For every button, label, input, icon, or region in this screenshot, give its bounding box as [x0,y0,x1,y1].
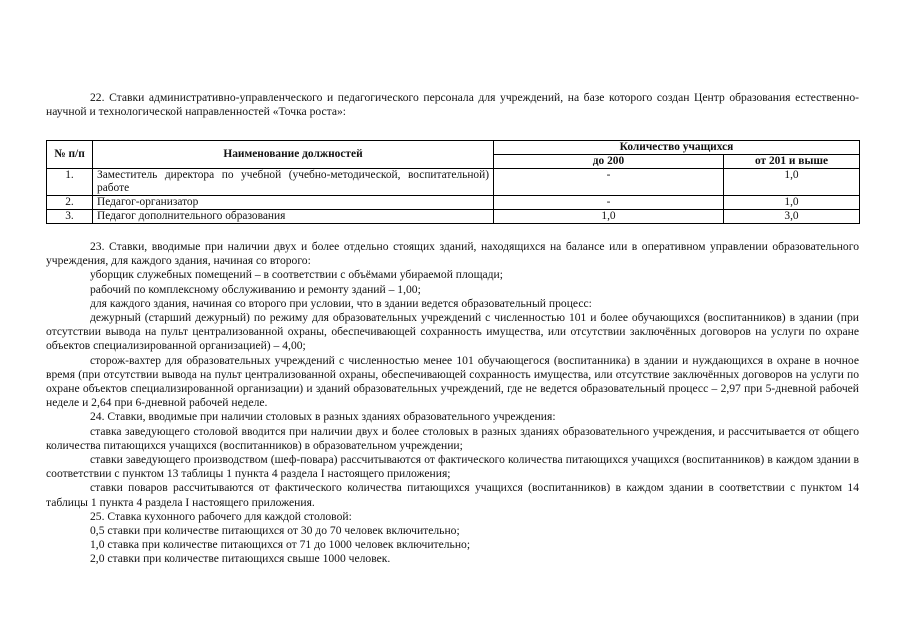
paragraph: ставки заведующего производством (шеф-повара) рассчитываются от фактического количества питающихся учащихся (воспитанников) в каждом здании в соответствии с пунктом 13 таблицы 1 пункта 4 раздела I настоящего приложения; [46,453,859,481]
table-row [47,196,860,210]
paragraph: сторож-вахтер для образовательных учреждений с численностью менее 101 обучающегося (воспитанника) в здании и нуждающихся в охране в ночное время (при отсутствии вывода на пульт централизованной охраны, обеспечивающей сохранность имущества, или отсутствие заключённых договоров на услуги по охране объектов специализированной организации) и зданий образовательных учреждений, где не ведется образовательный процесс – 2,97 при 5-дневной рабочей неделе и 2,64 при 6-дневной рабочей неделе. [46,353,859,410]
header-num: № п/п [47,141,93,169]
row-value-201-plus: 1,0 [724,169,860,196]
row-num: 3. [47,210,93,224]
header-col-201-plus: от 201 и выше [724,155,860,169]
table-row [47,210,860,224]
paragraph: дежурный (старший дежурный) по режиму для образовательных учреждений с численностью 101 и более обучающихся (воспитанников) в здании (при отсутствии вывода на пульт централизованной охраны, обеспечивающей сохранность имущества, или отсутствии заключённых договоров на услуги по охране объектов специализированной организацией) – 4,00; [46,311,859,353]
paragraph: 25. Ставка кухонного рабочего для каждой столовой: [90,509,352,523]
row-position: Педагог дополнительного образования [93,210,494,224]
section-22-intro: 22. Ставки административно-управленческого и педагогического персонала для учреждений, на базе которого создан Центр образования естественно-научной и технологической направленностей «Точка роста»: [46,91,859,119]
document-body [46,240,859,567]
paragraph: 1,0 ставка при количестве питающихся от 71 до 1000 человек включительно; [90,538,471,552]
row-value-upto-200: 1,0 [494,210,724,224]
paragraph: 24. Ставки, вводимые при наличии столовых в разных зданиях образовательного учреждения: [90,410,556,424]
row-value-upto-200: - [494,169,724,196]
header-col-upto-200: до 200 [494,155,724,169]
row-position: Педагог-организатор [93,196,494,210]
paragraph: 2,0 ставки при количестве питающихся свыше 1000 человек. [90,552,391,566]
paragraph: ставка заведующего столовой вводится при наличии двух и более столовых в разных зданиях образовательного учреждения, и рассчитывается от общего количества питающихся учащихся (воспитанников) в образовательном учреждении; [46,424,859,452]
row-num: 2. [47,196,93,210]
staff-rates-table [46,140,860,224]
paragraph: ставки поваров рассчитываются от фактического количества питающихся учащихся (воспитанников) в каждом здании в соответствии с пунктом 14 таблицы 1 пункта 4 раздела I настоящего приложения. [46,481,859,509]
paragraph: уборщик служебных помещений – в соответствии с объёмами убираемой площади; [90,268,503,282]
paragraph: 23. Ставки, вводимые при наличии двух и более отдельно стоящих зданий, находящихся на балансе или в оперативном управлении образовательного учреждения, для каждого здания, начиная со второго: [46,240,859,268]
row-value-201-plus: 1,0 [724,196,860,210]
table-row [47,169,860,196]
paragraph: рабочий по комплексному обслуживанию и ремонту зданий – 1,00; [90,282,421,296]
paragraph: для каждого здания, начиная со второго при условии, что в здании ведется образовательный процесс: [90,296,592,310]
header-position: Наименование должностей [93,141,494,169]
header-student-count: Количество учащихся [494,141,860,155]
row-value-201-plus: 3,0 [724,210,860,224]
row-position: Заместитель директора по учебной (учебно-методической, воспитательной) работе [93,169,494,196]
row-num: 1. [47,169,93,196]
row-value-upto-200: - [494,196,724,210]
paragraph: 0,5 ставки при количестве питающихся от 30 до 70 человек включительно; [90,524,460,538]
table-header-row-1 [47,141,860,155]
